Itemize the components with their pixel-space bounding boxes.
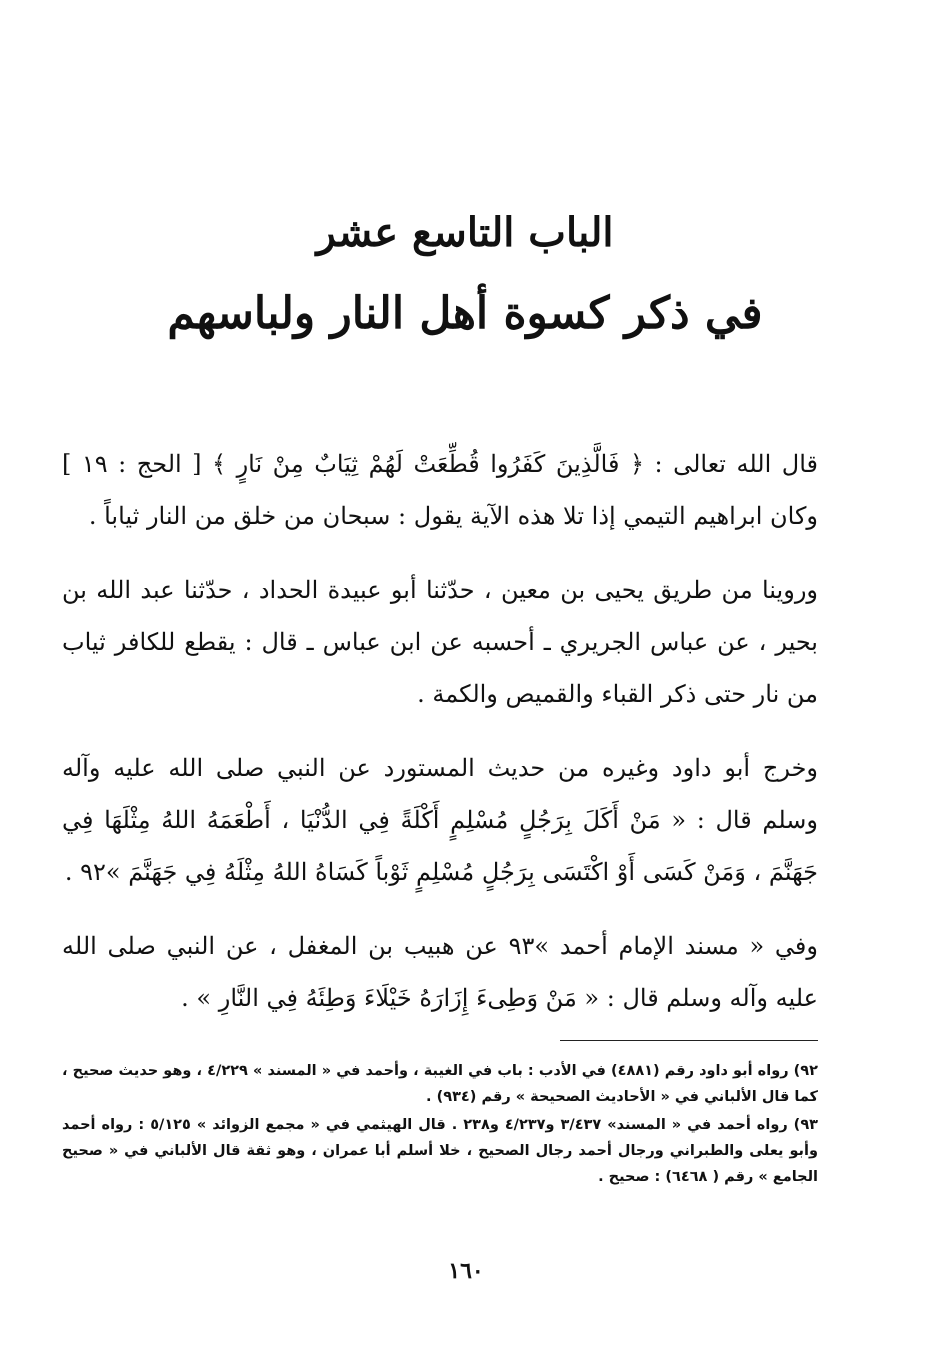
chapter-heading	[150, 205, 780, 349]
footnotes	[62, 1058, 818, 1192]
chapter-title: الباب التاسع عشر	[316, 209, 614, 256]
chapter-subtitle: في ذكر كسوة أهل النار ولباسهم	[167, 288, 763, 339]
footnote-92: ٩٢) رواه أبو داود رقم (٤٨٨١) في الأدب : باب في الغيبة ، وأحمد في « المسند » ٤/٢٢٩ ، وهو حديث صحيح ، كما قال الألباني في « الأحاديث الصحيحة » رقم (٩٣٤) .	[62, 1063, 818, 1105]
main-text	[62, 438, 818, 1046]
paragraph-2: وروينا من طريق يحيى بن معين ، حدّثنا أبو عبيدة الحداد ، حدّثنا عبد الله بن بحير ، عن عباس الجريري ـ أحسبه عن ابن عباس ـ قال : يقطع للكافر ثياب من نار حتى ذكر القباء والقميص والكمة .	[62, 576, 818, 708]
footnote-93: ٩٣) رواه أحمد في « المسند» ٣/٤٣٧ و٤/٢٣٧ و٢٣٨ . قال الهيثمي في « مجمع الزوائد » ٥/١٢٥ : رواه أحمد وأبو يعلى والطبراني ورجال أحمد رجال الصحيح ، خلا أسلم أبا عمران ، وهو ثقة قال الألباني في « صحيح الجامع » رقم ( ٦٤٦٨) : صحيح .	[62, 1117, 819, 1185]
footnote-divider	[560, 1040, 818, 1041]
page-number: ١٦٠	[448, 1258, 484, 1284]
paragraph-4: وفي « مسند الإمام أحمد »٩٣ عن هبيب بن المغفل ، عن النبي صلى الله عليه وآله وسلم قال : « مَنْ وَطِىءَ إِزَارَهُ خَيْلَاءَ وَطِئَهُ فِي النَّارِ » .	[62, 932, 818, 1012]
paragraph-1: قال الله تعالى : ﴿ فَالَّذِينَ كَفَرُوا قُطِّعَتْ لَهُمْ ثِيَابٌ مِنْ نَارٍ ﴾ [ الحج : ١٩ ] وكان ابراهيم التيمي إذا تلا هذه الآية يقول : سبحان من خلق من النار ثياباً .	[62, 450, 818, 530]
paragraph-3: وخرج أبو داود وغيره من حديث المستورد عن النبي صلى الله عليه وآله وسلم قال : « مَنْ أَكَلَ بِرَجُلٍ مُسْلِمٍ أَكْلَةً فِي الدُّنْيَا ، أَطْعَمَهُ اللهُ مِثْلَهَا فِي جَهَنَّمَ ، وَمَنْ كَسَى أَوْ اكْتَسَى بِرَجُلٍ مُسْلِمٍ ثَوْباً كَسَاهُ اللهُ مِثْلَهُ فِي جَهَنَّمَ »٩٢ .	[62, 754, 818, 886]
